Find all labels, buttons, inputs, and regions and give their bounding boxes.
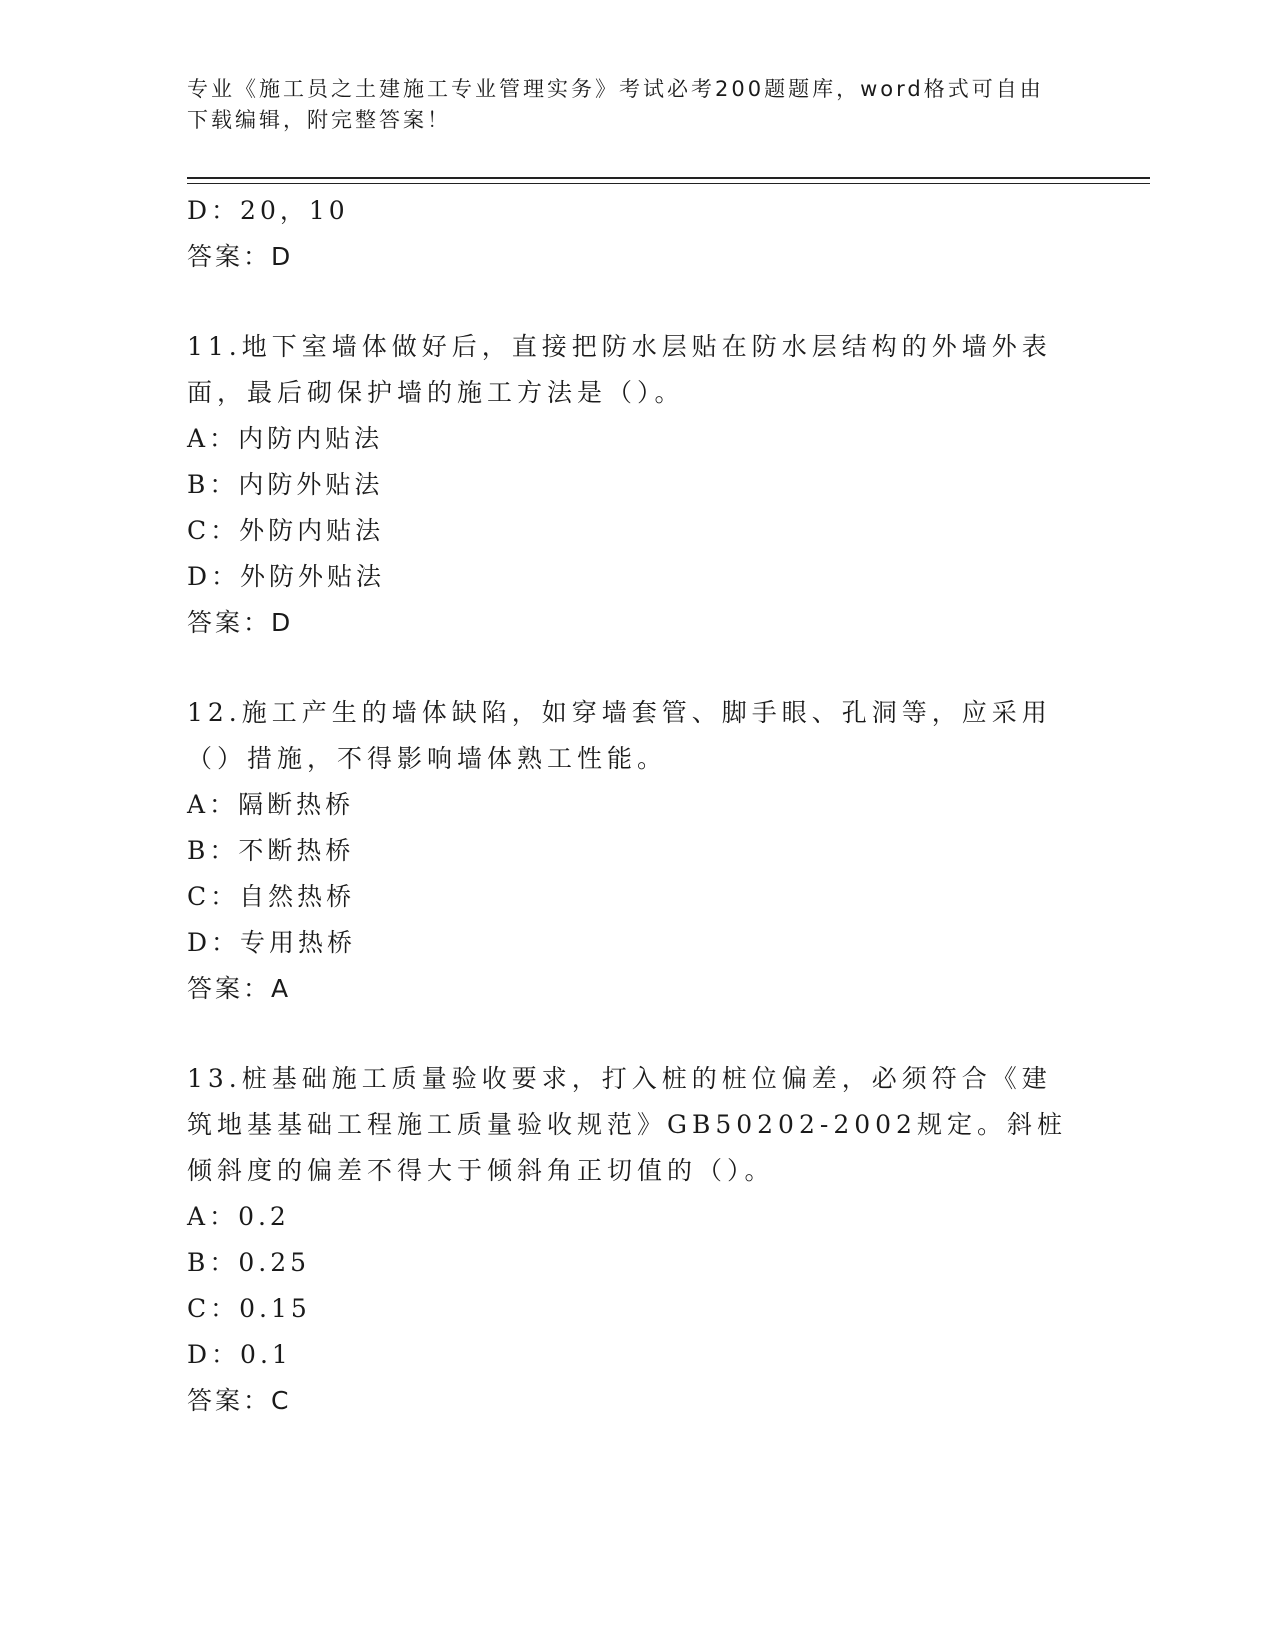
spacer xyxy=(187,280,1087,324)
option-c xyxy=(187,508,1087,554)
option-b xyxy=(187,462,1087,508)
option-text: 隔断热桥 xyxy=(238,790,355,819)
header-divider-thick xyxy=(187,177,1150,179)
option-key: C： xyxy=(187,1294,240,1323)
option-key: A： xyxy=(187,790,239,819)
header-divider-thin xyxy=(187,183,1150,184)
option-key: D： xyxy=(187,196,241,225)
option-key: B： xyxy=(187,1248,239,1277)
option-text: 0.2 xyxy=(238,1202,290,1231)
option-key: C： xyxy=(187,882,240,911)
option-a xyxy=(187,416,1087,462)
question-text: 12.施工产生的墙体缺陷，如穿墙套管、脚手眼、孔洞等，应采用（）措施，不得影响墙体熟工性能。 xyxy=(187,698,1052,773)
option-key: D： xyxy=(187,562,241,591)
option-d xyxy=(187,554,1087,600)
option-a xyxy=(187,1194,1087,1240)
option-text: 0.15 xyxy=(239,1294,311,1323)
answer-line: 答案：C xyxy=(187,1386,292,1415)
question-text: 13.桩基础施工质量验收要求，打入桩的桩位偏差，必须符合《建筑地基基础工程施工质量验收规范》GB50202-2002规定。斜桩倾斜度的偏差不得大于倾斜角正切值的（）。 xyxy=(187,1064,1067,1185)
option-key: B： xyxy=(187,470,239,499)
option-b xyxy=(187,828,1087,874)
option-c xyxy=(187,1286,1087,1332)
question-13 xyxy=(187,1056,1087,1424)
document-header xyxy=(187,74,1067,136)
option-c xyxy=(187,874,1087,920)
option-key: A： xyxy=(187,1202,239,1231)
question-11 xyxy=(187,324,1087,646)
option-text: 自然热桥 xyxy=(239,882,356,911)
question-text: 11.地下室墙体做好后，直接把防水层贴在防水层结构的外墙外表面，最后砌保护墙的施工方法是（）。 xyxy=(187,332,1052,407)
answer-line: 答案：A xyxy=(187,974,292,1003)
option-key: A： xyxy=(187,424,239,453)
option-text: 0.25 xyxy=(238,1248,311,1277)
option-text: 不断热桥 xyxy=(238,836,355,865)
option-d xyxy=(187,920,1087,966)
option-b xyxy=(187,1240,1087,1286)
option-key: B： xyxy=(187,836,239,865)
spacer xyxy=(187,1012,1087,1056)
option-text: 20，10 xyxy=(240,196,349,225)
option-key: C： xyxy=(187,516,240,545)
answer-line: 答案：D xyxy=(187,608,294,637)
option-key: D： xyxy=(187,928,241,957)
spacer xyxy=(187,646,1087,690)
option-d xyxy=(187,188,1087,234)
option-text: 内防内贴法 xyxy=(238,424,384,453)
option-text: 内防外贴法 xyxy=(238,470,384,499)
option-text: 外防内贴法 xyxy=(239,516,385,545)
option-d xyxy=(187,1332,1087,1378)
option-text: 专用热桥 xyxy=(240,928,357,957)
option-text: 外防外贴法 xyxy=(240,562,386,591)
question-12 xyxy=(187,690,1087,1012)
option-key: D： xyxy=(187,1340,241,1369)
option-a xyxy=(187,782,1087,828)
option-text: 0.1 xyxy=(240,1340,292,1369)
answer-line: 答案：D xyxy=(187,242,294,271)
document-body xyxy=(187,188,1087,1424)
header-title: 专业《施工员之土建施工专业管理实务》考试必考200题题库，word格式可自由下载编辑，附完整答案！ xyxy=(187,77,1044,132)
